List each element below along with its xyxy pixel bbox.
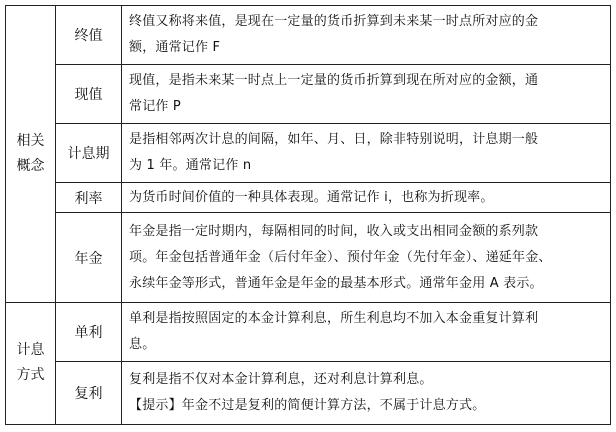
description-line: 单利是指按照固定的本金计算利息，所生利息均不加入本金重复计算利 — [129, 310, 539, 326]
description-cell — [122, 182, 611, 213]
table-row-compound-interest — [6, 361, 611, 424]
description-cell — [122, 302, 611, 361]
table-row-interest-rate — [6, 182, 611, 213]
description-line: 是指相邻两次计息的间隔，如年、月、日，除非特别说明，计息期一般 — [129, 131, 539, 147]
group-label-line: 计息 — [16, 342, 45, 359]
table-row-final-value — [6, 6, 611, 65]
group-label-line: 方式 — [16, 367, 45, 384]
group-label-related-concepts — [6, 6, 56, 303]
table-row-annuity — [6, 213, 611, 302]
description-line: 永续年金等形式，普通年金是年金的最基本形式。通常年金用 A 表示。 — [129, 275, 543, 291]
concepts-table — [5, 5, 611, 425]
description-line: 年金是指一定时期内，每隔相同的时间，收入或支出相同金额的系列款 — [129, 223, 539, 239]
term-cell: 利率 — [56, 182, 122, 213]
term-cell: 现值 — [56, 64, 122, 123]
description-cell — [122, 123, 611, 182]
term-cell: 复利 — [56, 361, 122, 424]
table-row-simple-interest — [6, 302, 611, 361]
description-line: 为 1 年。通常记作 n — [129, 157, 252, 173]
description-line: 息。 — [129, 336, 156, 352]
description-line: 额，通常记作 F — [129, 39, 221, 55]
description-cell — [122, 213, 611, 302]
description-line: 为货币时间价值的一种具体表现。通常记作 i，也称为折现率。 — [129, 189, 494, 205]
description-cell — [122, 361, 611, 424]
description-line: 项。年金包括普通年金（后付年金）、预付年金（先付年金）、递延年金、 — [129, 249, 552, 265]
term-cell: 单利 — [56, 302, 122, 361]
description-line: 【提示】年金不过是复利的简便计算方法，不属于计息方式。 — [129, 397, 486, 413]
term-cell: 计息期 — [56, 123, 122, 182]
description-line: 终值又称将来值，是现在一定量的货币折算到未来某一时点所对应的金 — [129, 13, 539, 29]
description-line: 现值，是指未来某一时点上一定量的货币折算到现在所对应的金额，通 — [129, 72, 539, 88]
table-row-present-value — [6, 64, 611, 123]
table-row-interest-period — [6, 123, 611, 182]
group-label-line: 概念 — [16, 157, 45, 174]
description-line: 常记作 P — [129, 98, 181, 114]
description-cell — [122, 6, 611, 65]
term-cell: 终值 — [56, 6, 122, 65]
description-cell — [122, 64, 611, 123]
term-cell: 年金 — [56, 213, 122, 302]
group-label-line: 相关 — [16, 132, 45, 149]
group-label-interest-methods — [6, 302, 56, 424]
description-line: 复利是指不仅对本金计算利息，还对利息计算利息。 — [129, 371, 433, 387]
